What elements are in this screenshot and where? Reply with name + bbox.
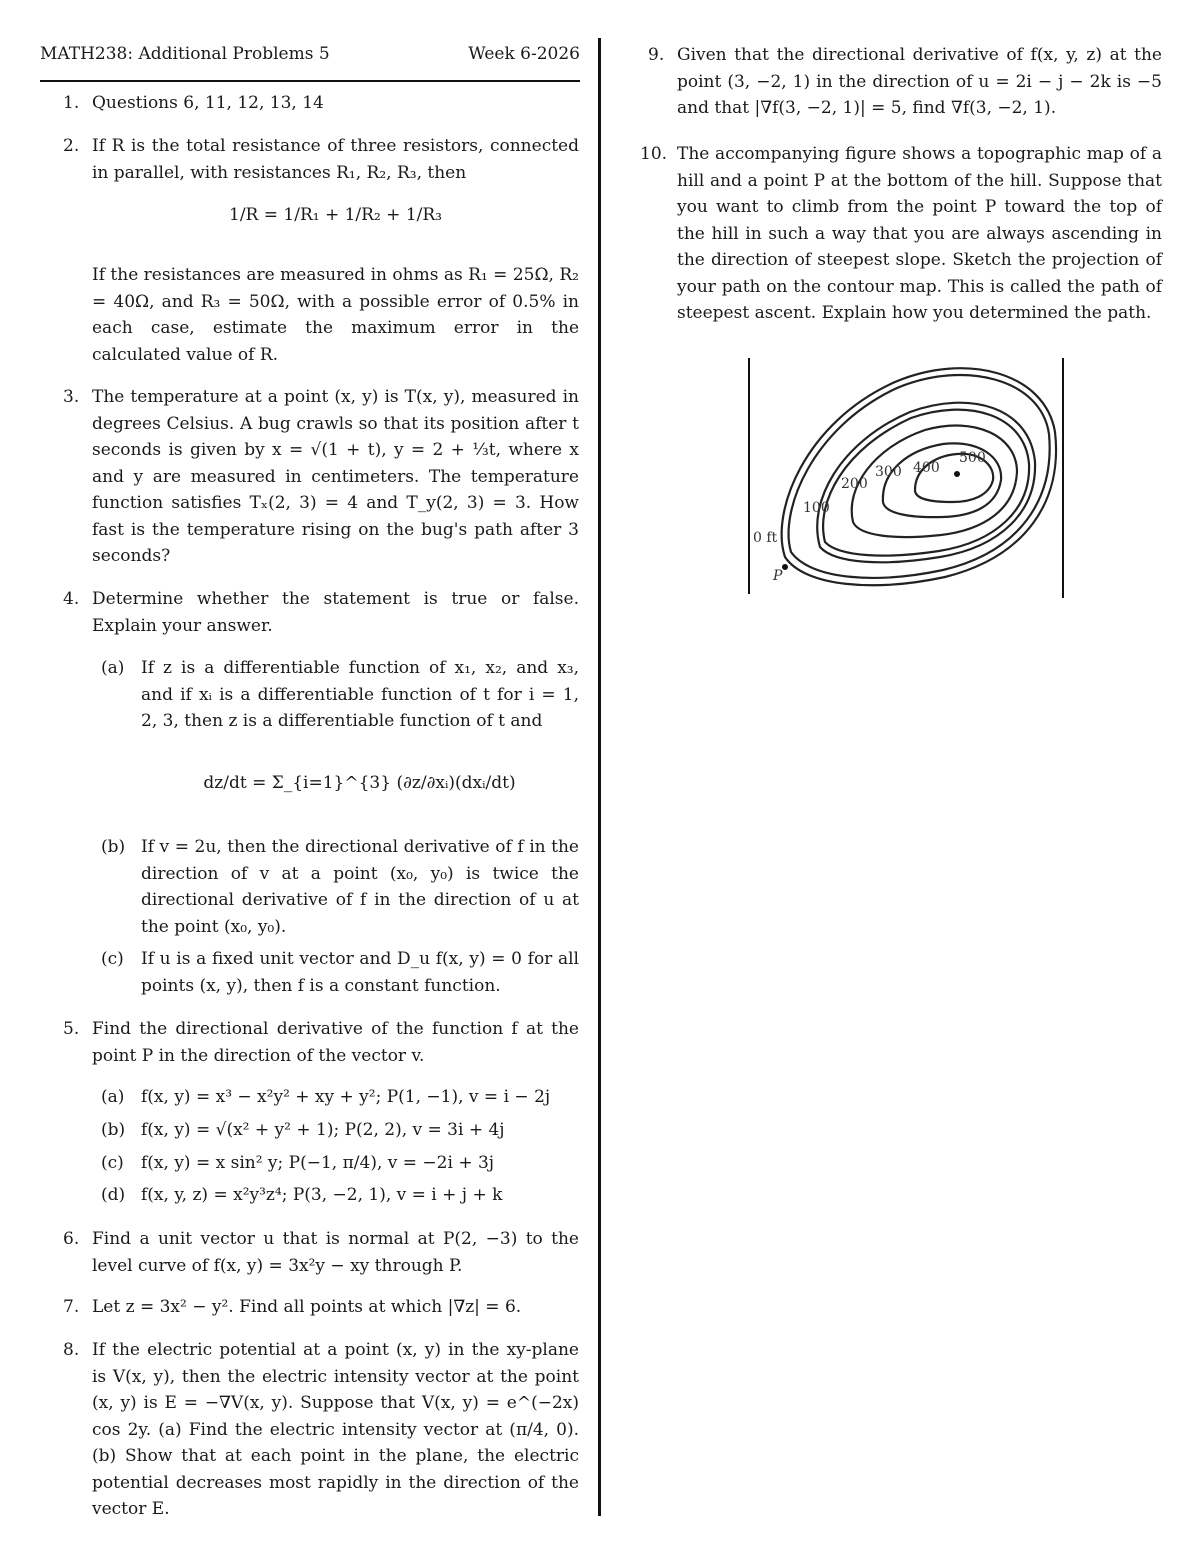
page-header: [40, 44, 580, 64]
problem-4c: [101, 946, 579, 999]
problem-7: [63, 1294, 579, 1321]
problem-6: [63, 1226, 579, 1279]
problem-5: [63, 1016, 579, 1069]
problem-text: If the resistances are measured in ohms as R₁ = 25Ω, R₂ = 40Ω, and R₃ = 50Ω, with a possible error of 0.5% in each case, estimate the maximum error in the calculated value of R.: [92, 265, 579, 365]
problem-4: [63, 586, 579, 639]
formula-text: 1/R = 1/R₁ + 1/R₂ + 1/R₃: [229, 205, 442, 225]
problem-number: 8.: [63, 1340, 80, 1360]
problem-text: The accompanying figure shows a topographic map of a hill and a point P at the bottom of the hill. Suppose that you want to climb from the point P toward the top of the hill in such a way that you are always ascending in the direction of steepest slope. Sketch the projection of your path on the contour map. This is called the path of steepest ascent. Explain how you determined the path.: [677, 144, 1162, 323]
problem-5a: [101, 1084, 579, 1111]
part-text: If z is a differentiable function of x₁, x₂, and x₃, and if xᵢ is a differentiable function of t for i = 1, 2, 3, then z is a differentiable function of t and: [141, 658, 579, 731]
header-rule: [40, 80, 580, 82]
part-label: (d): [101, 1185, 126, 1205]
point-p-label: P: [773, 568, 783, 584]
problem-1: [63, 90, 579, 117]
part-label: (b): [101, 1120, 126, 1140]
contour-label-500: 500: [959, 450, 986, 466]
problem-number: 7.: [63, 1297, 80, 1317]
column-divider: [598, 38, 601, 1516]
problem-9: [648, 42, 1162, 122]
problem-number: 2.: [63, 136, 80, 156]
problem-text: The temperature at a point (x, y) is T(x, y), measured in degrees Celsius. A bug crawls so that its position after t seconds is given by x = √(1 + t), y = 2 + ⅓t, where x and y are measured in centimeters. The temperature function satisfies Tₓ(2, 3) = 4 and T_y(2, 3) = 3. How fast is the temperature rising on the bug's path after 3 seconds?: [92, 387, 579, 566]
part-label: (b): [101, 837, 126, 857]
formula-text: dz/dt = Σ_{i=1}^{3} (∂z/∂xᵢ)(dxᵢ/dt): [203, 773, 516, 793]
problem-text: Find a unit vector u that is normal at P(2, −3) to the level curve of f(x, y) = 3x²y − xy through P.: [92, 1229, 579, 1276]
summit-dot: [954, 471, 960, 477]
problem-8: [63, 1337, 579, 1523]
problem-4b: [101, 834, 579, 940]
part-label: (a): [101, 1087, 125, 1107]
part-text: f(x, y, z) = x²y³z⁴; P(3, −2, 1), v = i + j + k: [141, 1185, 503, 1205]
contour-label-100: 100: [803, 500, 830, 516]
problem-5d: [101, 1182, 579, 1209]
part-text: If u is a fixed unit vector and D_u f(x, y) = 0 for all points (x, y), then f is a constant function.: [141, 949, 579, 996]
problem-3: [63, 384, 579, 570]
part-label: (a): [101, 658, 125, 678]
contour-map-figure: [745, 352, 1070, 600]
problem-number: 5.: [63, 1019, 80, 1039]
part-label: (c): [101, 1153, 124, 1173]
problem-number: 9.: [648, 45, 665, 65]
problem-text: Let z = 3x² − y². Find all points at which |∇z| = 6.: [92, 1297, 522, 1317]
problem-number: 3.: [63, 387, 80, 407]
point-p-marker: [782, 564, 788, 570]
chain-rule-formula: [140, 770, 579, 797]
problem-text: Questions 6, 11, 12, 13, 14: [92, 93, 324, 113]
part-text: f(x, y) = √(x² + y² + 1); P(2, 2), v = 3i + 4j: [141, 1120, 505, 1140]
contour-lines: [782, 368, 1056, 585]
problem-4a: [101, 655, 579, 735]
contour-label-200: 200: [841, 476, 868, 492]
contour-label-400: 400: [913, 460, 940, 476]
problem-text: Determine whether the statement is true or false. Explain your answer.: [92, 589, 579, 636]
problem-number: 1.: [63, 93, 80, 113]
problem-2-body: [92, 262, 579, 368]
problem-number: 4.: [63, 589, 80, 609]
problem-2: [63, 133, 579, 186]
part-text: If v = 2u, then the directional derivative of f in the direction of v at a point (x₀, y₀) is twice the directional derivative of f in the direction of u at the point (x₀, y₀).: [141, 837, 579, 937]
problem-intro: If R is the total resistance of three resistors, connected in parallel, with resistances R₁, R₂, R₃, then: [92, 136, 579, 183]
problem-text: If the electric potential at a point (x, y) in the xy-plane is V(x, y), then the electric intensity vector at the point (x, y) is E = −∇V(x, y). Suppose that V(x, y) = e^(−2x) cos 2y. (a) Find the electric intensity vector at (π/4, 0). (b) Show that at each point in the plane, the electric potential decreases most rapidly in the direction of the vector E.: [92, 1340, 579, 1519]
problem-5c: [101, 1150, 579, 1177]
problem-text: Find the directional derivative of the function f at the point P in the direction of the vector v.: [92, 1019, 579, 1066]
part-label: (c): [101, 949, 124, 969]
week-label: Week 6-2026: [468, 44, 580, 64]
problem-number: 10.: [640, 144, 668, 164]
problem-number: 6.: [63, 1229, 80, 1249]
course-title: MATH238: Additional Problems 5: [40, 44, 330, 64]
resistance-formula: [92, 196, 579, 235]
problem-10: [640, 141, 1162, 327]
part-text: f(x, y) = x sin² y; P(−1, π/4), v = −2i + 3j: [141, 1153, 495, 1173]
contour-label-300: 300: [875, 464, 902, 480]
contour-label-0: 0 ft: [753, 530, 778, 546]
problem-text: Given that the directional derivative of f(x, y, z) at the point (3, −2, 1) in the direction of u = 2i − j − 2k is −5 and that |∇f(3, −2, 1)| = 5, find ∇f(3, −2, 1).: [677, 45, 1162, 118]
part-text: f(x, y) = x³ − x²y² + xy + y²; P(1, −1), v = i − 2j: [141, 1087, 551, 1107]
problem-5b: [101, 1117, 579, 1144]
